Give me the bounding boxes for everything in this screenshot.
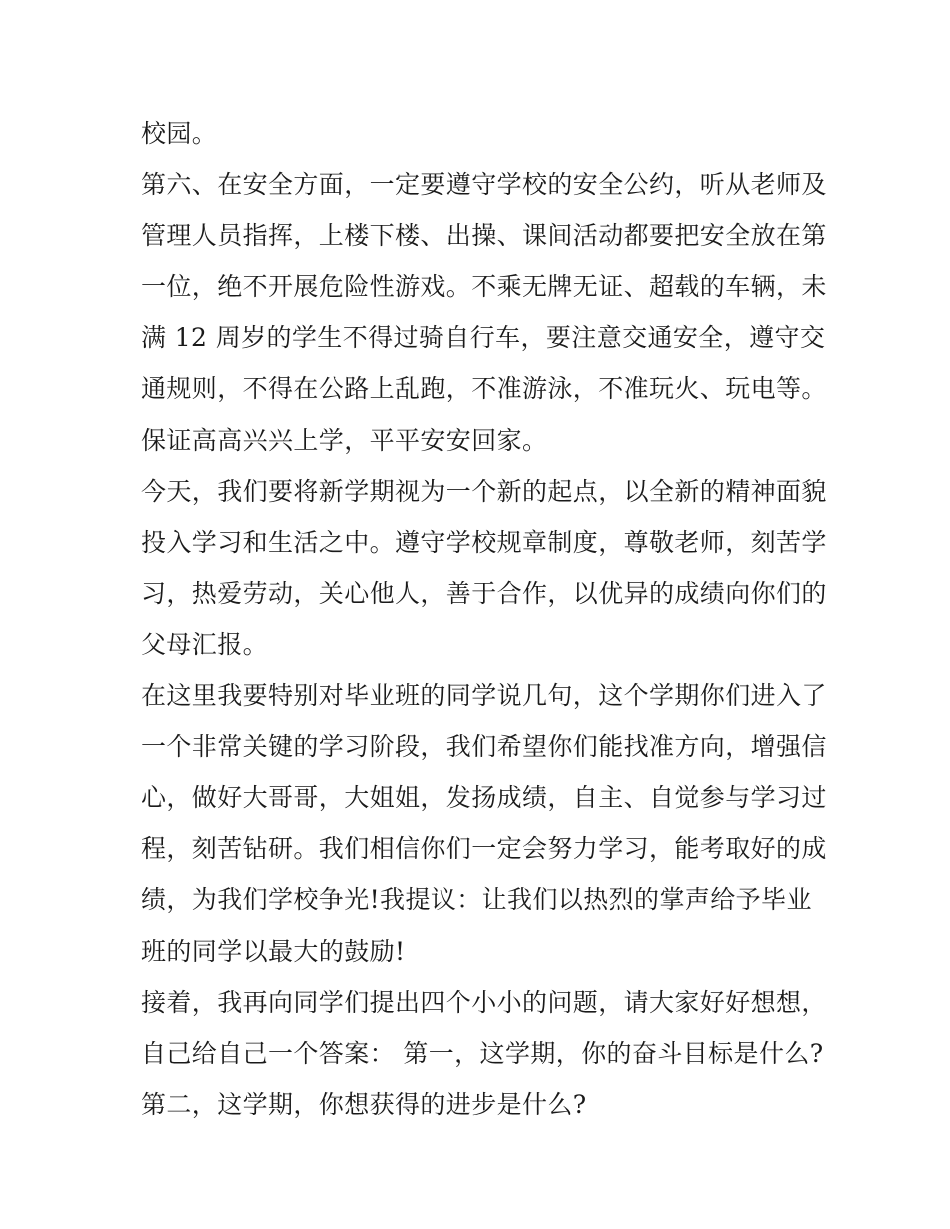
text-line: 第二，这学期，你想获得的进步是什么? [141, 1089, 587, 1119]
text-line: 绩，为我们学校争光!我提议：让我们以热烈的掌声给予毕业 [141, 885, 812, 915]
text-line: 自己给自己一个答案： 第一，这学期，你的奋斗目标是什么? [141, 1038, 824, 1068]
text-line: 保证高高兴兴上学，平平安安回家。 [141, 425, 548, 455]
text-line: 一位，绝不开展危险性游戏。不乘无牌无证、超载的车辆，未 [141, 272, 827, 302]
text-line: 班的同学以最大的鼓励! [141, 936, 406, 966]
text-line: 心，做好大哥哥，大姐姐，发扬成绩，自主、自觉参与学习过 [141, 783, 827, 813]
text-line: 管理人员指挥，上楼下楼、出操、课间活动都要把安全放在第 [141, 221, 827, 251]
text-line: 通规则，不得在公路上乱跑，不准游泳，不准玩火、玩电等。 [141, 374, 827, 404]
text-line: 投入学习和生活之中。遵守学校规章制度，尊敬老师，刻苦学 [141, 527, 827, 557]
text-line: 程，刻苦钻研。我们相信你们一定会努力学习，能考取好的成 [141, 834, 827, 864]
text-line: 满 12 周岁的学生不得过骑自行车，要注意交通安全，遵守交 [141, 323, 826, 353]
document-body [141, 108, 827, 1130]
text-line: 校园。 [141, 119, 218, 148]
text-line: 接着，我再向同学们提出四个小小的问题，请大家好好想想， [141, 987, 827, 1017]
text-line: 第六、在安全方面，一定要遵守学校的安全公约，听从老师及 [141, 170, 827, 200]
text-line: 父母汇报。 [141, 629, 269, 659]
text-line: 在这里我要特别对毕业班的同学说几句，这个学期你们进入了 [141, 681, 827, 711]
text-line: 今天，我们要将新学期视为一个新的起点，以全新的精神面貌 [141, 476, 827, 506]
text-line: 习，热爱劳动，关心他人，善于合作，以优异的成绩向你们的 [141, 578, 827, 608]
text-line: 一个非常关键的学习阶段，我们希望你们能找准方向，增强信 [141, 732, 827, 762]
